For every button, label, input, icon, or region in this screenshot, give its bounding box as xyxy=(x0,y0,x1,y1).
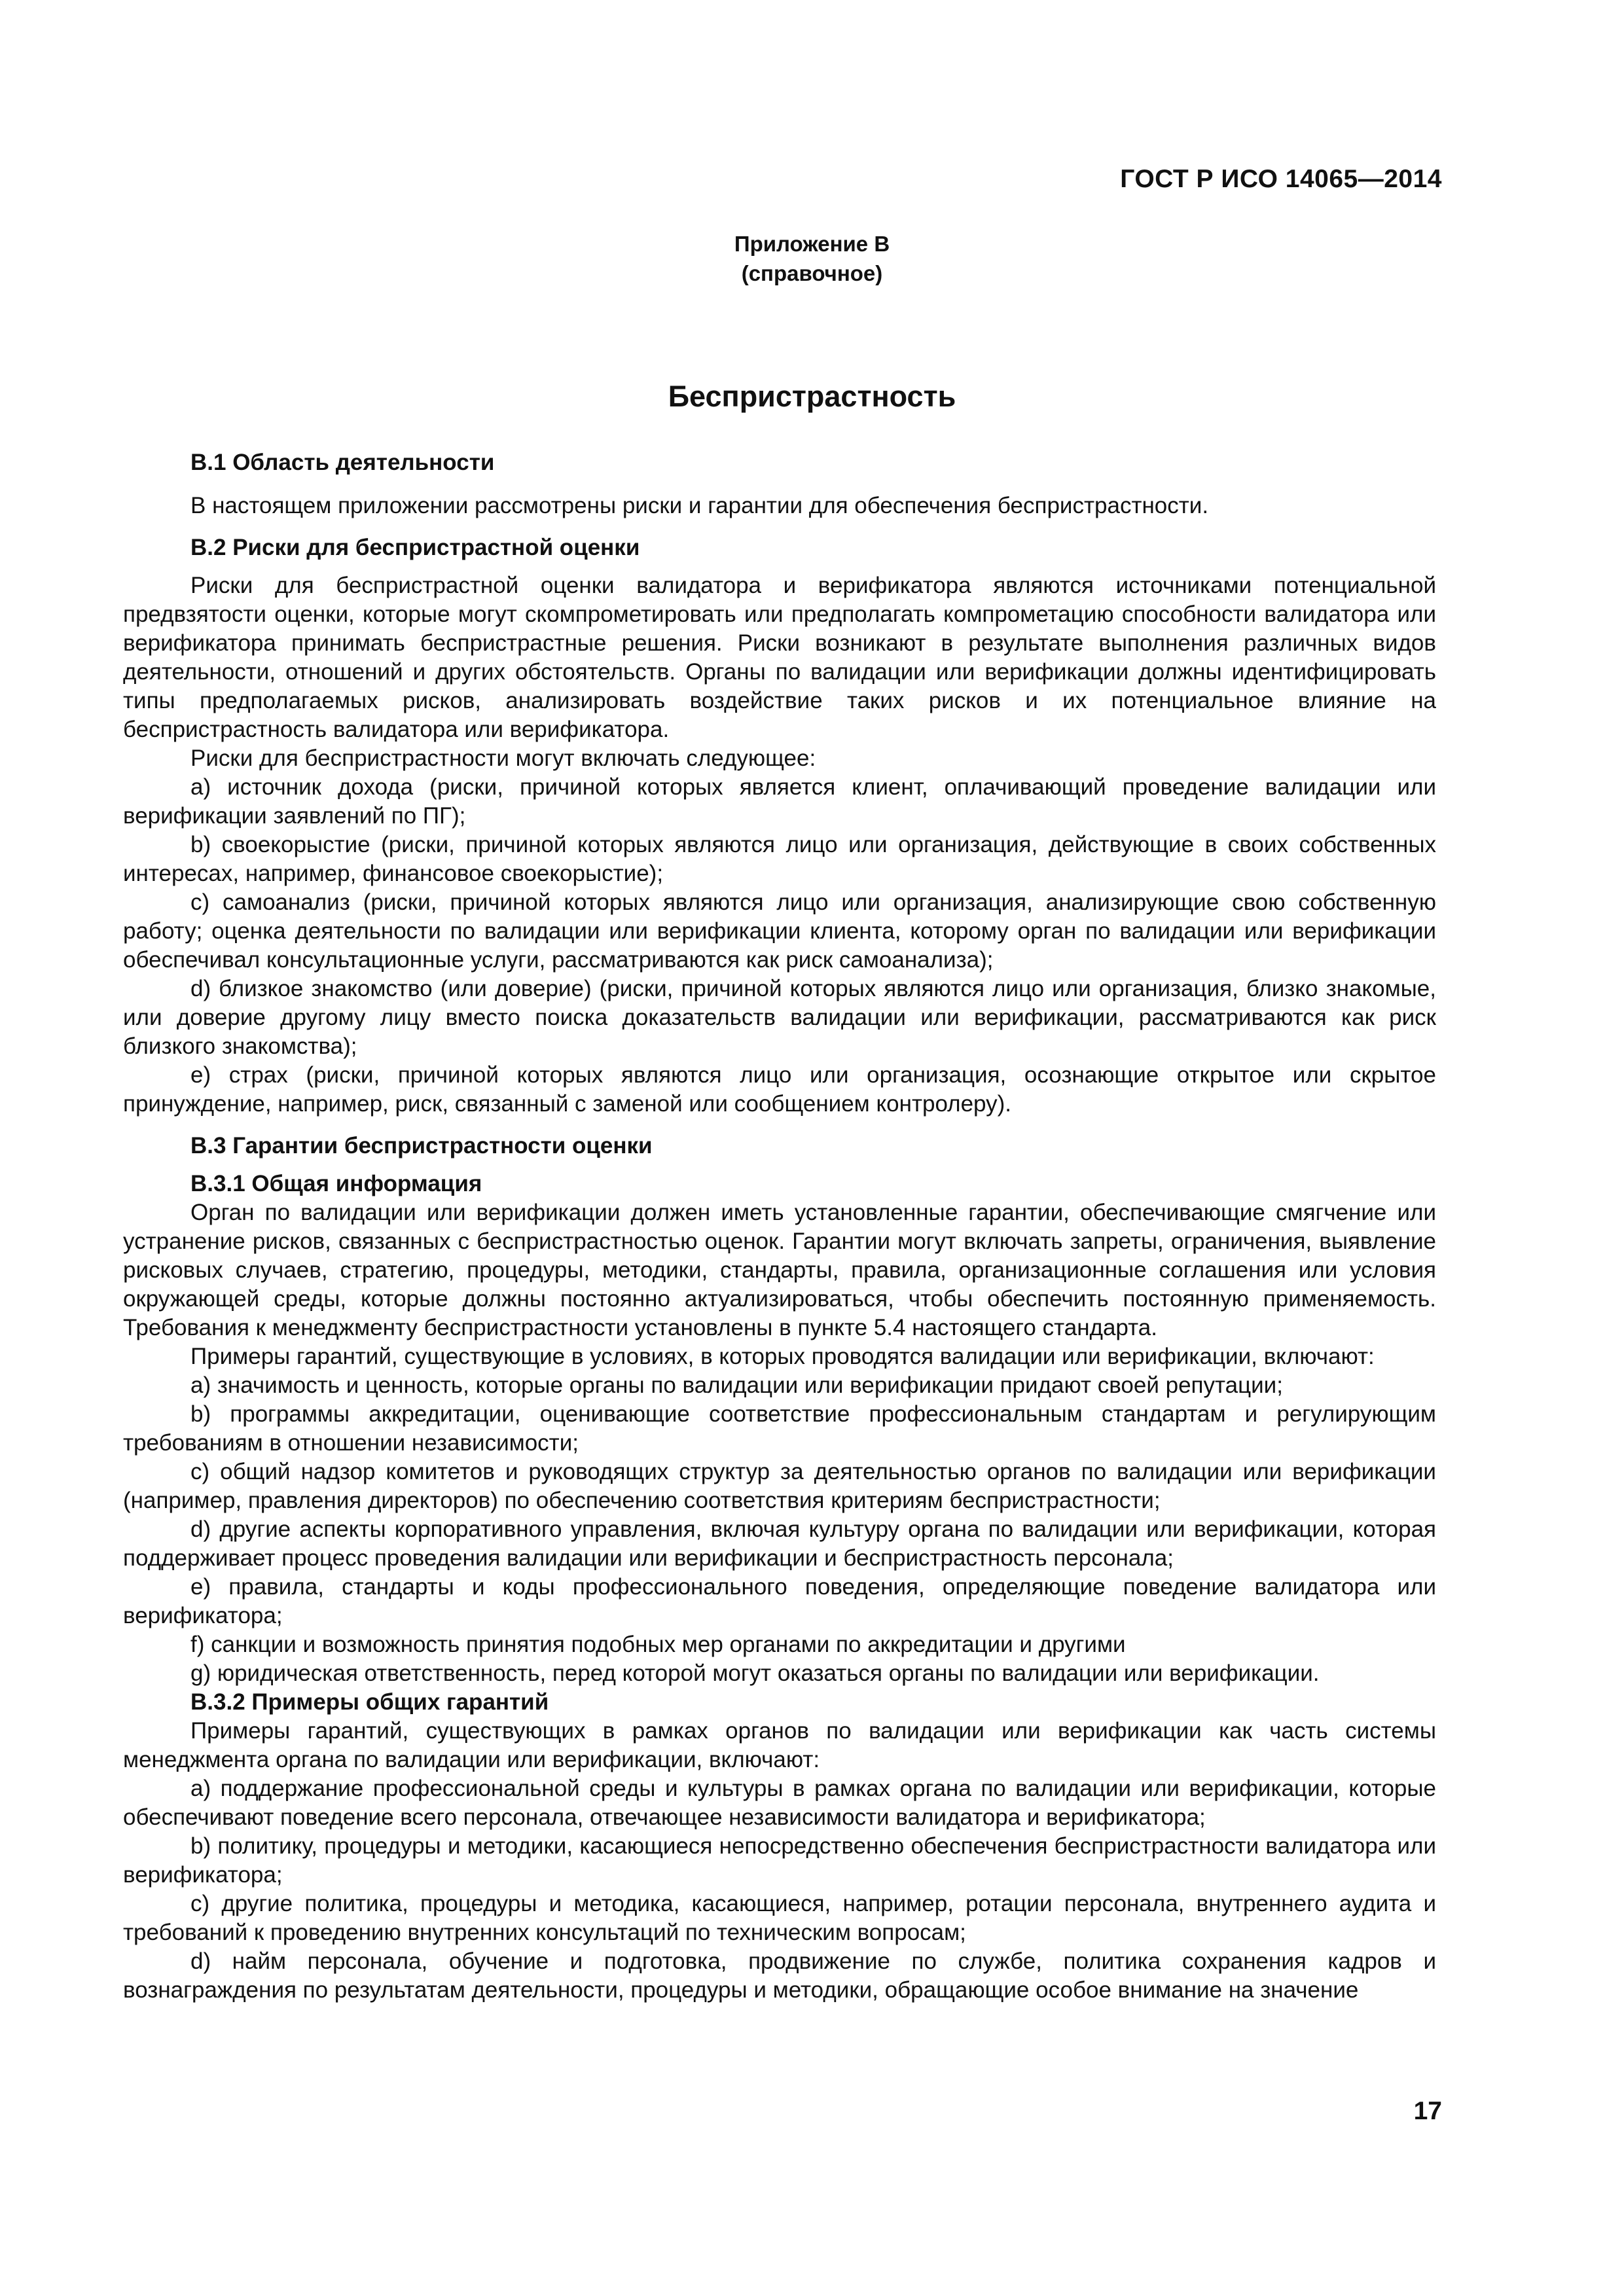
list-item: a) источник дохода (риски, причиной которых является клиент, оплачивающий проведение валидации или верификации заявлений по ПГ); xyxy=(123,774,1436,829)
page-number: 17 xyxy=(1413,2097,1442,2125)
annex-type: (справочное) xyxy=(741,261,883,285)
section-heading-b2: В.2 Риски для беспристрастной оценки xyxy=(190,535,640,560)
annex-title: Приложение В xyxy=(734,232,890,256)
section-heading-b1: В.1 Область деятельности xyxy=(190,450,495,475)
list-item: b) своекорыстие (риски, причиной которых являются лицо или организация, действующие в своих собственных интересах, например, финансовое своекорыстие); xyxy=(123,832,1436,886)
list-item: d) близкое знакомство (или доверие) (риски, причиной которых являются лицо или организация, близко знакомые, или доверие другому лицу вместо поиска доказательств валидации или верификации, рассматриваются как риск близкого знакомства); xyxy=(123,976,1436,1059)
standard-code: ГОСТ Р ИСО 14065—2014 xyxy=(1120,165,1442,193)
list-item: c) самоанализ (риски, причиной которых являются лицо или организация, анализирующие свою собственную работу; оценка деятельности по валидации или верификации клиента, которому орган по валидации или верификации обеспечивал консультационные услуги, рассматриваются как риск самоанализа); xyxy=(123,889,1436,973)
list-item: e) правила, стандарты и коды профессионального поведения, определяющие поведение валидатора или верификатора; xyxy=(123,1574,1436,1628)
list-item: f) санкции и возможность принятия подобных мер органами по аккредитации и другими xyxy=(190,1632,1126,1657)
list-item: a) значимость и ценность, которые органы по валидации или верификации придают своей репутации; xyxy=(190,1372,1283,1398)
list-item: b) политику, процедуры и методики, касающиеся непосредственно обеспечения беспристрастности валидатора или верификатора; xyxy=(123,1833,1436,1888)
list-item: a) поддержание профессиональной среды и культуры в рамках органа по валидации или верификации, которые обеспечивают поведение всего персонала, отвечающее независимости валидатора и верификатора; xyxy=(123,1776,1436,1830)
list-item: d) найм персонала, обучение и подготовка, продвижение по службе, политика сохранения кадров и вознаграждения по результатам деятельности, процедуры и методики, обращающие особое внимание на значение xyxy=(123,1948,1436,2003)
paragraph: Примеры гарантий, существующих в рамках органов по валидации или верификации как часть системы менеджмента органа по валидации или верификации, включают: xyxy=(123,1718,1436,1772)
paragraph: Риски для беспристрастной оценки валидатора и верификатора являются источниками потенциальной предвзятости оценки, которые могут скомпрометировать или предполагать компрометацию способности валидатора или верификатора принимать беспристрастные решения. Риски возникают в результате выполнения различных видов деятельности, отношений и других обстоятельств. Органы по валидации или верификации должны идентифицировать типы предполагаемых рисков, анализировать воздействие таких рисков и их потенциальное влияние на беспристрастность валидатора или верификатора. xyxy=(123,573,1436,742)
list-item: d) другие аспекты корпоративного управления, включая культуру органа по валидации или верификации, которая поддерживает процесс проведения валидации или верификации и беспристрастность персонала; xyxy=(123,1516,1436,1571)
paragraph: Риски для беспристрастности могут включать следующее: xyxy=(190,745,816,771)
list-item: c) общий надзор комитетов и руководящих структур за деятельностью органов по валидации или верификации (например, правления директоров) по обеспечению соответствия критериям беспристрастности; xyxy=(123,1459,1436,1513)
paragraph: В настоящем приложении рассмотрены риски и гарантии для обеспечения беспристрастности. xyxy=(190,493,1209,518)
section-heading-b3: В.3 Гарантии беспристрастности оценки xyxy=(190,1133,653,1158)
document-body xyxy=(123,448,1436,2005)
list-item: g) юридическая ответственность, перед которой могут оказаться органы по валидации или верификации. xyxy=(190,1660,1320,1686)
page-title: Беспристрастность xyxy=(668,380,956,413)
paragraph: Орган по валидации или верификации должен иметь установленные гарантии, обеспечивающие смягчение или устранение рисков, связанных с беспристрастностью оценок. Гарантии могут включать запреты, ограничения, выявление рисковых случаев, стратегию, процедуры, методики, стандарты, правила, организационные соглашения или условия окружающей среды, которые должны постоянно актуализироваться, чтобы обеспечить постоянную применяемость. Требования к менеджменту беспристрастности установлены в пункте 5.4 настоящего стандарта. xyxy=(123,1200,1436,1340)
annex-label xyxy=(0,229,1624,288)
list-item: c) другие политика, процедуры и методика, касающиеся, например, ротации персонала, внутреннего аудита и требований к проведению внутренних консультаций по техническим вопросам; xyxy=(123,1891,1436,1945)
subsection-heading-b32: В.3.2 Примеры общих гарантий xyxy=(190,1689,549,1715)
list-item: b) программы аккредитации, оценивающие соответствие профессиональным стандартам и регулирующим требованиям в отношении независимости; xyxy=(123,1401,1436,1456)
subsection-heading-b31: В.3.1 Общая информация xyxy=(190,1171,482,1196)
list-item: e) страх (риски, причиной которых являются лицо или организация, осознающие открытое или скрытое принуждение, например, риск, связанный с заменой или сообщением контролеру). xyxy=(123,1062,1436,1117)
paragraph: Примеры гарантий, существующие в условиях, в которых проводятся валидации или верификации, включают: xyxy=(190,1344,1375,1369)
